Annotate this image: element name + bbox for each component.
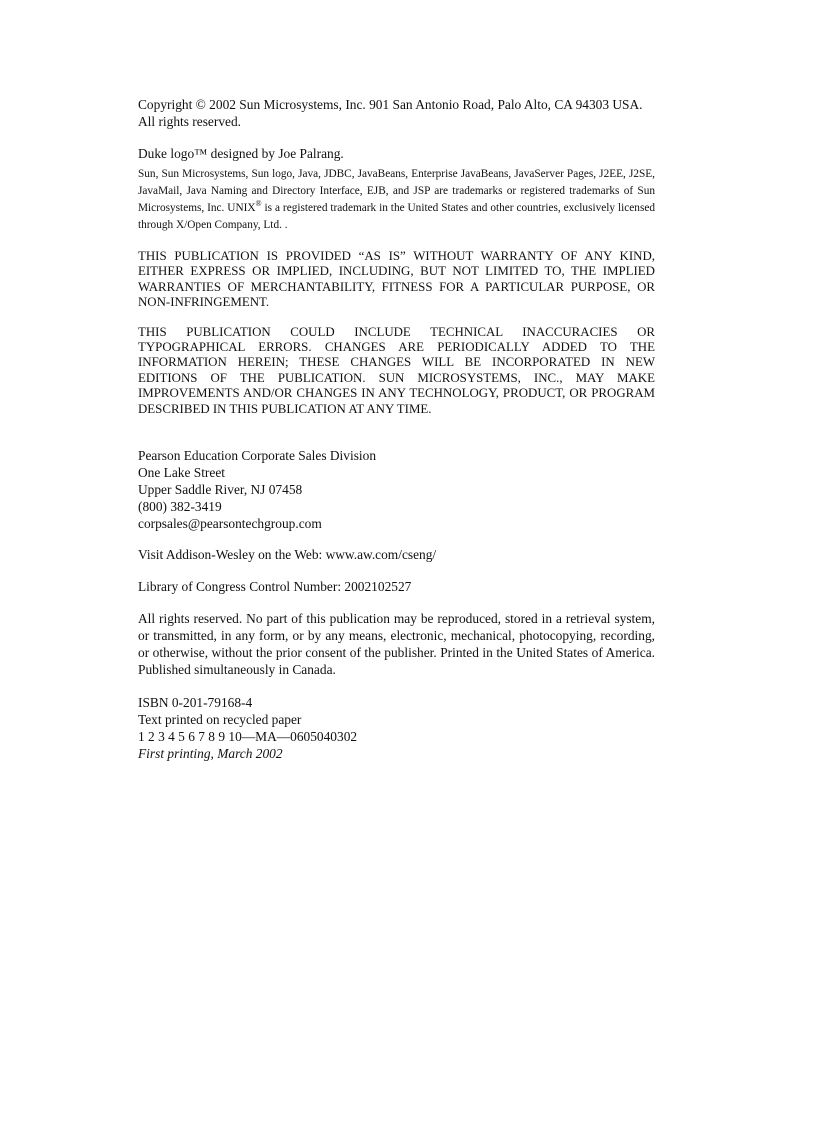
sales-street: One Lake Street — [138, 465, 225, 481]
all-rights-reserved-line: All rights reserved. — [138, 114, 242, 129]
web-visit-text: Visit Addison-Wesley on the Web: www.aw.com/cseng/ — [138, 547, 437, 563]
trademarks-paragraph — [138, 166, 655, 234]
sales-city: Upper Saddle River, NJ 07458 — [138, 482, 303, 498]
isbn: ISBN 0-201-79168-4 — [138, 695, 253, 711]
duke-logo-credit — [138, 145, 655, 162]
sales-email: corpsales@pearsontechgroup.com — [138, 516, 322, 532]
rights-statement: All rights reserved. No part of this publication may be reproduced, stored in a retrieval system, or transmitted, in any form, or by any means, electronic, mechanical, photocopying, recording, or otherwise, without the prior consent of the publisher. Printed in the United States of America. Published simultaneously in Canada. — [138, 611, 655, 678]
web-visit — [138, 546, 655, 563]
trademarks-text-continued: is a registered trademark in the United States and other countries, exclusively licensed through X/Open Company, Ltd. . — [138, 202, 655, 231]
printing-info — [138, 694, 655, 762]
library-of-congress-number: Library of Congress Control Number: 2002102527 — [138, 579, 412, 595]
first-printing: First printing, March 2002 — [138, 746, 283, 762]
print-line: 1 2 3 4 5 6 7 8 9 10—MA—0605040302 — [138, 729, 358, 745]
copyright-line: Copyright © 2002 Sun Microsystems, Inc. 901 San Antonio Road, Palo Alto, CA 94303 USA. — [138, 97, 643, 112]
copyright-page — [138, 96, 655, 762]
library-of-congress — [138, 578, 655, 595]
duke-credit-text: Duke logo™ designed by Joe Palrang. — [138, 146, 344, 161]
sales-phone: (800) 382-3419 — [138, 499, 222, 515]
sales-division: Pearson Education Corporate Sales Division — [138, 448, 377, 464]
errors-notice: THIS PUBLICATION COULD INCLUDE TECHNICAL INACCURACIES OR TYPOGRAPHICAL ERRORS. CHANGES ARE PERIODICALLY ADDED TO THE INFORMATION HEREIN; THESE CHANGES WILL BE INCORPORATED IN NEW EDITIONS OF THE PUBLICATION. SUN MICROSYSTEMS, INC., MAY MAKE IMPROVEMENTS AND/OR CHANGES IN ANY TECHNOLOGY, PRODUCT, OR PROGRAM DESCRIBED IN THIS PUBLICATION AT ANY TIME. — [138, 324, 655, 416]
copyright-notice — [138, 96, 655, 130]
recycled-paper-note: Text printed on recycled paper — [138, 712, 302, 728]
warranty-disclaimer: THIS PUBLICATION IS PROVIDED “AS IS” WITHOUT WARRANTY OF ANY KIND, EITHER EXPRESS OR IMPLIED, INCLUDING, BUT NOT LIMITED TO, THE IMPLIED WARRANTIES OF MERCHANTABILITY, FITNESS FOR A PARTICULAR PURPOSE, OR NON-INFRINGEMENT. — [138, 249, 655, 310]
trademarks-text: Sun, Sun Microsystems, Sun logo, Java, JDBC, JavaBeans, Enterprise JavaBeans, JavaServer Pages, J2EE, J2SE, JavaMail, Java Naming and Directory Interface, EJB, and JSP are trademarks or registered trademarks of Sun Microsystems, Inc. UNIX — [138, 168, 655, 214]
registered-mark: ® — [255, 199, 262, 208]
sales-address-block — [138, 447, 655, 532]
